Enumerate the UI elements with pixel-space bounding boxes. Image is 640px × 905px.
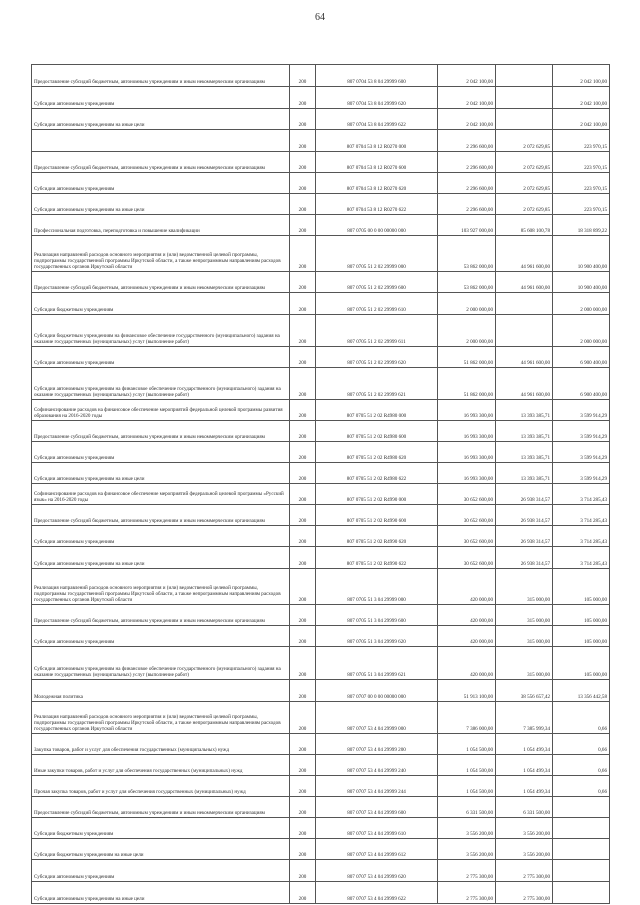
row-unexecuted-cell [553, 818, 610, 839]
row-approved-cell: 2 042 100,00 [438, 109, 496, 130]
row-section-cell: 200 [290, 152, 316, 173]
row-approved-cell: 1 054 500,00 [438, 776, 496, 797]
row-executed-cell: 7 385 999,34 [496, 702, 553, 734]
row-approved-cell: 2 296 600,00 [438, 173, 496, 194]
table-row [32, 605, 610, 626]
row-section-cell: 200 [290, 347, 316, 368]
table-row [32, 173, 610, 194]
table-row [32, 860, 610, 882]
row-code-cell: 807 0705 51 3 04 29999 620 [316, 626, 438, 647]
table-row [32, 236, 610, 272]
row-executed-cell: 3 556 200,00 [496, 818, 553, 839]
row-section-cell: 200 [290, 839, 316, 860]
row-code-cell: 807 0705 51 2 02 R4980 622 [316, 463, 438, 484]
row-code-cell: 807 0704 53 8 12 R0270 000 [316, 130, 438, 152]
row-code-cell: 807 0705 51 2 02 29999 611 [316, 315, 438, 347]
row-unexecuted-cell: 18 318 899,22 [553, 215, 610, 236]
row-approved-cell: 2 296 600,00 [438, 130, 496, 152]
row-unexecuted-cell: 3 599 914,29 [553, 400, 610, 421]
table-row [32, 87, 610, 109]
row-code-cell: 807 0705 51 2 02 R4980 000 [316, 400, 438, 421]
row-executed-cell: 315 000,00 [496, 626, 553, 647]
row-approved-cell: 16 993 300,00 [438, 421, 496, 442]
row-section-cell: 200 [290, 605, 316, 626]
row-code-cell: 807 0705 51 2 02 R4990 600 [316, 505, 438, 526]
row-code-cell: 807 0704 53 8 04 29999 600 [316, 65, 438, 87]
row-unexecuted-cell: 2 042 100,00 [553, 109, 610, 130]
row-executed-cell: 26 938 314,57 [496, 547, 553, 569]
row-name-cell: Профессиональная подготовка, переподготовка и повышение квалификации [32, 215, 290, 236]
row-executed-cell: 315 000,00 [496, 569, 553, 605]
row-name-cell: Субсидии бюджетным учреждениям на финансовое обеспечение государственного (муниципального) задания на оказание государственных (муниципальных) услуг (выполнение работ) [32, 315, 290, 347]
row-name-cell: Предоставление субсидий бюджетным, автономным учреждениям и иным некоммерческим организациям [32, 421, 290, 442]
row-approved-cell: 51 913 100,00 [438, 680, 496, 702]
row-approved-cell: 30 652 600,00 [438, 547, 496, 569]
table-row [32, 882, 610, 904]
row-name-cell: Субсидии автономным учреждениям на иные цели [32, 547, 290, 569]
row-executed-cell [496, 293, 553, 315]
table-row [32, 109, 610, 130]
row-approved-cell: 3 556 200,00 [438, 818, 496, 839]
row-section-cell: 200 [290, 569, 316, 605]
row-section-cell: 200 [290, 647, 316, 680]
row-unexecuted-cell [553, 860, 610, 882]
row-unexecuted-cell: 3 714 285,43 [553, 526, 610, 547]
row-name-cell: Субсидии автономным учреждениям на иные цели [32, 463, 290, 484]
row-section-cell: 200 [290, 87, 316, 109]
row-name-cell: Закупка товаров, работ и услуг для обеспечения государственных (муниципальных) нужд [32, 734, 290, 755]
row-approved-cell: 6 331 500,00 [438, 797, 496, 818]
table-row [32, 152, 610, 173]
row-executed-cell [496, 65, 553, 87]
row-section-cell: 200 [290, 272, 316, 293]
row-name-cell: Реализация направлений расходов основного мероприятия и (или) ведомственной целевой программы, подпрограммы государственной программы Иркутской области, а также непрограммным направлениям расходов государственных органов Иркутской области [32, 569, 290, 605]
row-unexecuted-cell: 105 000,00 [553, 569, 610, 605]
row-code-cell: 807 0707 53 4 04 29999 244 [316, 776, 438, 797]
row-section-cell: 200 [290, 755, 316, 776]
row-approved-cell: 7 386 000,00 [438, 702, 496, 734]
row-code-cell: 807 0704 53 8 12 R0270 620 [316, 173, 438, 194]
row-executed-cell: 2 072 629,85 [496, 173, 553, 194]
row-section-cell: 200 [290, 400, 316, 421]
row-section-cell: 200 [290, 293, 316, 315]
table-row [32, 347, 610, 368]
row-name-cell: Субсидии автономным учреждениям на иные цели [32, 882, 290, 904]
row-approved-cell: 2 296 600,00 [438, 152, 496, 173]
row-unexecuted-cell: 2 000 000,00 [553, 315, 610, 347]
row-section-cell: 200 [290, 860, 316, 882]
row-unexecuted-cell: 0,66 [553, 776, 610, 797]
row-name-cell: Субсидии бюджетным учреждениям [32, 818, 290, 839]
row-approved-cell: 30 652 600,00 [438, 484, 496, 505]
table-row [32, 569, 610, 605]
row-unexecuted-cell [553, 797, 610, 818]
row-approved-cell: 420 000,00 [438, 626, 496, 647]
row-name-cell: Предоставление субсидий бюджетным, автономным учреждениям и иным некоммерческим организациям [32, 505, 290, 526]
row-executed-cell: 315 000,00 [496, 605, 553, 626]
row-section-cell: 200 [290, 442, 316, 463]
row-code-cell: 807 0704 53 8 04 29999 622 [316, 109, 438, 130]
row-section-cell: 200 [290, 882, 316, 904]
table-row [32, 215, 610, 236]
row-approved-cell: 420 000,00 [438, 605, 496, 626]
row-unexecuted-cell: 3 599 914,29 [553, 463, 610, 484]
row-code-cell: 807 0707 53 4 04 29999 622 [316, 882, 438, 904]
row-name-cell: Субсидии автономным учреждениям [32, 860, 290, 882]
row-name-cell: Реализация направлений расходов основного мероприятия и (или) ведомственной целевой программы, подпрограммы государственной программы Иркутской области, а также непрограммным направлениям расходов государственных органов Иркутской области [32, 702, 290, 734]
row-code-cell: 807 0707 53 4 04 29999 200 [316, 734, 438, 755]
row-name-cell: Субсидии автономным учреждениям на иные цели [32, 194, 290, 215]
row-approved-cell: 16 993 300,00 [438, 442, 496, 463]
row-section-cell: 200 [290, 194, 316, 215]
table-row [32, 463, 610, 484]
row-code-cell: 807 0707 53 4 04 29999 620 [316, 860, 438, 882]
table-row [32, 421, 610, 442]
row-approved-cell: 51 862 000,00 [438, 368, 496, 400]
row-unexecuted-cell [553, 882, 610, 904]
row-executed-cell: 2 072 629,85 [496, 194, 553, 215]
row-name-cell: Субсидии автономным учреждениям [32, 442, 290, 463]
row-unexecuted-cell: 13 356 442,58 [553, 680, 610, 702]
row-code-cell: 807 0705 51 2 02 R4990 000 [316, 484, 438, 505]
row-code-cell: 807 0705 51 2 02 29999 000 [316, 236, 438, 272]
row-executed-cell: 44 961 600,00 [496, 368, 553, 400]
row-unexecuted-cell: 223 970,15 [553, 152, 610, 173]
row-name-cell [32, 130, 290, 152]
table-row [32, 65, 610, 87]
table-row [32, 368, 610, 400]
table-row [32, 776, 610, 797]
row-executed-cell: 38 556 657,42 [496, 680, 553, 702]
row-section-cell: 200 [290, 734, 316, 755]
row-executed-cell: 2 775 300,00 [496, 882, 553, 904]
row-section-cell: 200 [290, 109, 316, 130]
row-executed-cell: 44 961 600,00 [496, 272, 553, 293]
row-code-cell: 807 0705 51 3 04 29999 000 [316, 569, 438, 605]
row-executed-cell [496, 109, 553, 130]
row-name-cell: Субсидии автономным учреждениям на иные цели [32, 109, 290, 130]
row-unexecuted-cell: 0,66 [553, 755, 610, 776]
row-unexecuted-cell: 0,66 [553, 734, 610, 755]
row-executed-cell: 13 393 385,71 [496, 442, 553, 463]
row-section-cell: 200 [290, 526, 316, 547]
row-section-cell: 200 [290, 484, 316, 505]
row-unexecuted-cell: 105 000,00 [553, 626, 610, 647]
row-unexecuted-cell: 0,66 [553, 702, 610, 734]
row-name-cell: Субсидии бюджетным учреждениям на иные цели [32, 839, 290, 860]
row-executed-cell: 13 393 385,71 [496, 463, 553, 484]
row-approved-cell: 2 775 300,00 [438, 882, 496, 904]
row-code-cell: 807 0707 53 4 04 29999 612 [316, 839, 438, 860]
table-row [32, 315, 610, 347]
table-row [32, 484, 610, 505]
row-approved-cell: 51 862 000,00 [438, 347, 496, 368]
row-name-cell: Прочая закупка товаров, работ и услуг для обеспечения государственных (муниципальных) нужд [32, 776, 290, 797]
row-executed-cell: 1 054 499,34 [496, 776, 553, 797]
row-section-cell: 200 [290, 680, 316, 702]
row-name-cell: Субсидии автономным учреждениям на финансовое обеспечение государственного (муниципального) задания на оказание государственных (муниципальных) услуг (выполнение работ) [32, 368, 290, 400]
row-name-cell: Предоставление субсидий бюджетным, автономным учреждениям и иным некоммерческим организациям [32, 152, 290, 173]
row-section-cell: 200 [290, 368, 316, 400]
row-section-cell: 200 [290, 505, 316, 526]
row-approved-cell: 2 000 000,00 [438, 315, 496, 347]
row-unexecuted-cell: 3 714 285,43 [553, 484, 610, 505]
row-approved-cell: 103 927 000,00 [438, 215, 496, 236]
row-code-cell: 807 0707 53 4 04 29999 610 [316, 818, 438, 839]
row-section-cell: 200 [290, 818, 316, 839]
row-approved-cell: 2 042 100,00 [438, 65, 496, 87]
row-code-cell: 807 0704 53 8 12 R0270 600 [316, 152, 438, 173]
row-section-cell: 200 [290, 797, 316, 818]
row-approved-cell: 30 652 600,00 [438, 505, 496, 526]
row-approved-cell: 2 042 100,00 [438, 87, 496, 109]
row-name-cell: Софинансирование расходов на финансовое обеспечение мероприятий федеральной целевой программы «Русский язык» на 2016-2020 годы [32, 484, 290, 505]
table-row [32, 702, 610, 734]
row-code-cell: 807 0705 51 2 02 29999 621 [316, 368, 438, 400]
row-executed-cell [496, 87, 553, 109]
row-unexecuted-cell: 223 970,15 [553, 130, 610, 152]
row-executed-cell: 2 072 629,85 [496, 152, 553, 173]
row-approved-cell: 1 054 500,00 [438, 755, 496, 776]
row-executed-cell: 6 331 500,00 [496, 797, 553, 818]
row-executed-cell [496, 315, 553, 347]
row-executed-cell: 1 054 499,34 [496, 734, 553, 755]
row-name-cell: Субсидии автономным учреждениям [32, 347, 290, 368]
row-code-cell: 807 0705 51 3 04 29999 600 [316, 605, 438, 626]
row-approved-cell: 16 993 300,00 [438, 463, 496, 484]
table-row [32, 272, 610, 293]
row-executed-cell: 13 393 385,71 [496, 400, 553, 421]
row-unexecuted-cell: 2 042 100,00 [553, 65, 610, 87]
row-code-cell: 807 0707 53 4 04 29999 600 [316, 797, 438, 818]
row-executed-cell: 26 938 314,57 [496, 526, 553, 547]
row-approved-cell: 3 556 200,00 [438, 839, 496, 860]
row-executed-cell: 2 775 300,00 [496, 860, 553, 882]
table-row [32, 797, 610, 818]
row-approved-cell: 2 000 000,00 [438, 293, 496, 315]
row-section-cell: 200 [290, 463, 316, 484]
row-unexecuted-cell: 10 900 400,00 [553, 272, 610, 293]
row-section-cell: 200 [290, 626, 316, 647]
table-row [32, 505, 610, 526]
row-approved-cell: 2 296 600,00 [438, 194, 496, 215]
row-unexecuted-cell: 2 042 100,00 [553, 87, 610, 109]
row-unexecuted-cell: 223 970,15 [553, 173, 610, 194]
row-name-cell: Молодежная политика [32, 680, 290, 702]
row-name-cell: Субсидии автономным учреждениям [32, 87, 290, 109]
row-executed-cell: 13 393 385,71 [496, 421, 553, 442]
row-section-cell: 200 [290, 236, 316, 272]
row-name-cell: Иные закупки товаров, работ и услуг для обеспечения государственных (муниципальных) нужд [32, 755, 290, 776]
row-name-cell: Субсидии автономным учреждениям [32, 626, 290, 647]
row-name-cell: Предоставление субсидий бюджетным, автономным учреждениям и иным некоммерческим организациям [32, 65, 290, 87]
table-row [32, 680, 610, 702]
row-name-cell: Предоставление субсидий бюджетным, автономным учреждениям и иным некоммерческим организациям [32, 797, 290, 818]
table-row [32, 526, 610, 547]
row-approved-cell: 420 000,00 [438, 647, 496, 680]
row-name-cell: Субсидии автономным учреждениям [32, 526, 290, 547]
row-unexecuted-cell: 223 970,15 [553, 194, 610, 215]
row-code-cell: 807 0705 00 0 00 00000 000 [316, 215, 438, 236]
row-unexecuted-cell: 6 900 400,00 [553, 347, 610, 368]
row-executed-cell: 3 556 200,00 [496, 839, 553, 860]
row-name-cell: Реализация направлений расходов основного мероприятия и (или) ведомственной целевой программы, подпрограммы государственной программы Иркутской области, а также непрограммным направлениям расходов государственных органов Иркутской области [32, 236, 290, 272]
row-approved-cell: 53 862 000,00 [438, 236, 496, 272]
row-code-cell: 807 0707 53 4 04 29999 240 [316, 755, 438, 776]
row-name-cell: Софинансирование расходов на финансовое обеспечение мероприятий федеральной целевой программы развития образования на 2016-2020 годы [32, 400, 290, 421]
row-name-cell: Предоставление субсидий бюджетным, автономным учреждениям и иным некоммерческим организациям [32, 272, 290, 293]
row-unexecuted-cell: 3 714 285,43 [553, 547, 610, 569]
row-executed-cell: 85 608 100,78 [496, 215, 553, 236]
row-executed-cell: 26 938 314,57 [496, 505, 553, 526]
row-code-cell: 807 0704 53 8 04 29999 620 [316, 87, 438, 109]
row-section-cell: 200 [290, 702, 316, 734]
row-section-cell: 200 [290, 173, 316, 194]
row-section-cell: 200 [290, 421, 316, 442]
row-executed-cell: 44 961 600,00 [496, 236, 553, 272]
table-row [32, 547, 610, 569]
row-unexecuted-cell: 10 900 400,00 [553, 236, 610, 272]
row-unexecuted-cell: 6 900 400,00 [553, 368, 610, 400]
table-row [32, 293, 610, 315]
row-approved-cell: 53 862 000,00 [438, 272, 496, 293]
table-row [32, 130, 610, 152]
row-code-cell: 807 0705 51 2 02 R4980 600 [316, 421, 438, 442]
row-code-cell: 807 0707 53 4 04 29999 000 [316, 702, 438, 734]
table-row [32, 818, 610, 839]
row-approved-cell: 420 000,00 [438, 569, 496, 605]
table-row [32, 400, 610, 421]
table-row [32, 442, 610, 463]
row-unexecuted-cell: 2 000 000,00 [553, 293, 610, 315]
row-executed-cell: 26 938 314,57 [496, 484, 553, 505]
row-unexecuted-cell: 3 599 914,29 [553, 421, 610, 442]
row-code-cell: 807 0705 51 2 02 R4980 620 [316, 442, 438, 463]
row-code-cell: 807 0705 51 2 02 29999 610 [316, 293, 438, 315]
row-approved-cell: 2 775 300,00 [438, 860, 496, 882]
row-section-cell: 200 [290, 547, 316, 569]
row-code-cell: 807 0705 51 3 04 29999 621 [316, 647, 438, 680]
row-unexecuted-cell: 105 000,00 [553, 647, 610, 680]
row-section-cell: 200 [290, 215, 316, 236]
row-code-cell: 807 0704 53 8 12 R0270 622 [316, 194, 438, 215]
row-executed-cell: 44 961 600,00 [496, 347, 553, 368]
table-row [32, 734, 610, 755]
row-approved-cell: 1 054 500,00 [438, 734, 496, 755]
row-code-cell: 807 0705 51 2 02 29999 620 [316, 347, 438, 368]
row-code-cell: 807 0705 51 2 02 29999 600 [316, 272, 438, 293]
row-section-cell: 200 [290, 776, 316, 797]
row-code-cell: 807 0707 00 0 00 00000 000 [316, 680, 438, 702]
row-name-cell: Субсидии автономным учреждениям на финансовое обеспечение государственного (муниципального) задания на оказание государственных (муниципальных) услуг (выполнение работ) [32, 647, 290, 680]
row-section-cell: 200 [290, 130, 316, 152]
row-executed-cell: 315 000,00 [496, 647, 553, 680]
row-name-cell: Предоставление субсидий бюджетным, автономным учреждениям и иным некоммерческим организациям [32, 605, 290, 626]
table-row [32, 755, 610, 776]
row-executed-cell: 2 072 629,85 [496, 130, 553, 152]
table-row [32, 647, 610, 680]
row-section-cell: 200 [290, 315, 316, 347]
row-executed-cell: 1 054 499,34 [496, 755, 553, 776]
budget-table-body [32, 65, 610, 904]
row-approved-cell: 30 652 600,00 [438, 526, 496, 547]
row-unexecuted-cell: 3 714 285,43 [553, 505, 610, 526]
table-row [32, 194, 610, 215]
row-unexecuted-cell [553, 839, 610, 860]
row-code-cell: 807 0705 51 2 02 R4990 622 [316, 547, 438, 569]
row-unexecuted-cell: 105 000,00 [553, 605, 610, 626]
table-row [32, 839, 610, 860]
budget-table [31, 64, 610, 904]
row-code-cell: 807 0705 51 2 02 R4990 620 [316, 526, 438, 547]
row-section-cell: 200 [290, 65, 316, 87]
page-number: 64 [315, 12, 325, 23]
row-unexecuted-cell: 3 599 914,29 [553, 442, 610, 463]
row-name-cell: Субсидии бюджетным учреждениям [32, 293, 290, 315]
table-row [32, 626, 610, 647]
row-approved-cell: 16 993 300,00 [438, 400, 496, 421]
row-name-cell: Субсидии автономным учреждениям [32, 173, 290, 194]
